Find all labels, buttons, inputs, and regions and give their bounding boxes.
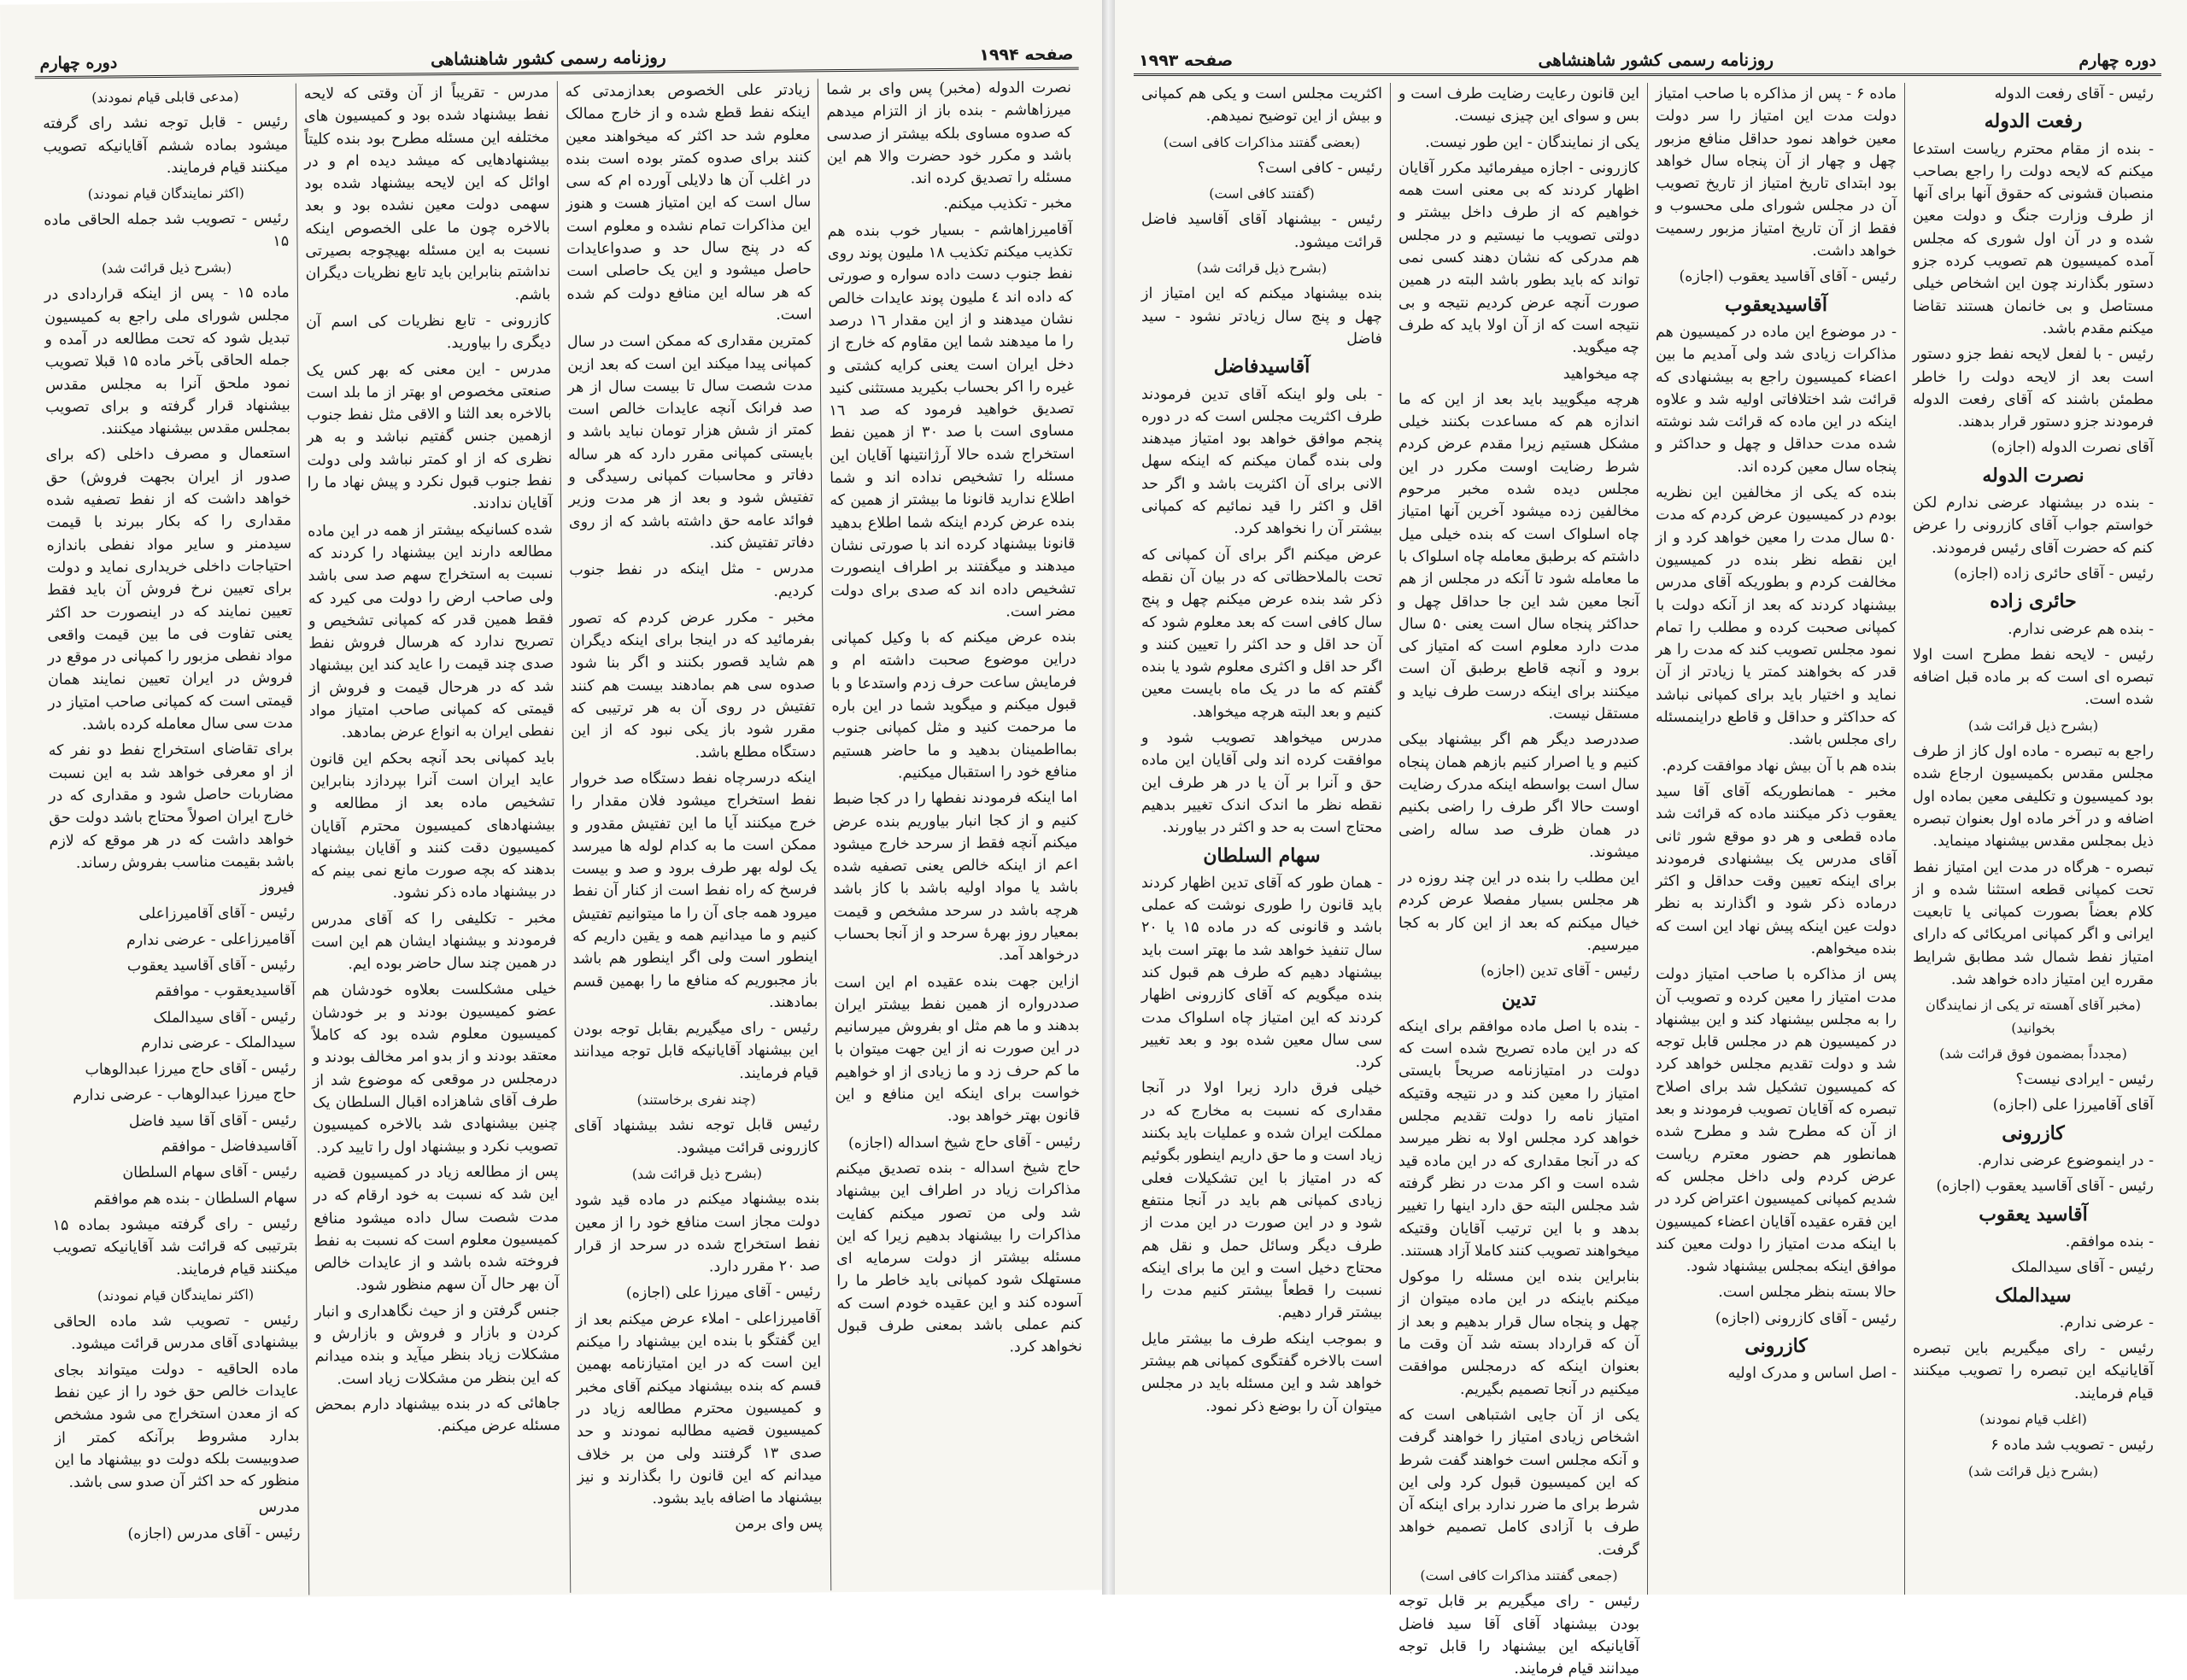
paragraph: شده کسانیکه بیشتر از همه در این ماده مطالعه دارند این بیشنهاد را کردند که نسبت به استخراج سهم صد سی باشد ولی صاحب ارض را دولت می کیرد که فقط همین قدر که کمپانی تشخیص و تصریح ندارد که هرسال فروش نفط صدی چند قیمت را عاید کند این بیشنهاد شد که در هرحال قیمت و فروش از قیمتی که کمپانی صاحب امتیاز مواد نفطی ایران به انواع عرض بمادهد.	[308, 520, 555, 742]
paragraph: بنده هم با آن بیش نهاد موافقت کردم.	[1662, 757, 1897, 775]
paragraph: ماده الحاقیه - دولت میتواند بجای عایدات خالص حق خود را از عین نفط که از معدن استخراج می شود مشخص بدارد مشروط برآنکه کمتر از صدوبیست بلکه دولت دو بیشنهاد ما این منظور که حد اکثر آن صدو سی باشد.	[53, 1360, 300, 1492]
paragraph: رئیس - آقای مدرس (اجازه)	[127, 1524, 301, 1543]
paragraph: - همان طور که آقای تدین اظهار کردند باید قانون را طوری نوشت که عملی باشد و قانونی که در ماده ۱۵ یا ۲۰ سال تنفیذ خواهد شد ما بهتر است باید بیشنهاد دهیم که طرف هم قبول کند بنده میگویم که آقای کازرونی اظهار کردند که این امتیاز چاه اسلواک مدت سی سال معین شده بود و بعد تغییر کرد.	[1141, 874, 1382, 1072]
paragraph: - بنده موافقم.	[2065, 1232, 2154, 1250]
paragraph: کازرونی - تابع نظریات کی اسم آن دیگری را بیاورید.	[305, 311, 552, 353]
left-page-number: صفحه ۱۹۹۴	[979, 44, 1074, 65]
paragraph: حاج شیخ اسداله - بنده تصدیق میکنم مذاکرات زیاد در اطراف این بیشنهاد شد ولی من تصور میکنم کفایت مذاکرات را بیشنهاد بدهیم زیرا که این مسئله بیشتر از دولت سرمایه ای مستهلک شود کمپانی باید خاطر ما را آسوده کند و این عقیده خودم است که کنم عملی باشد بمعنی طرف قبول نخواهد کرد.	[836, 1158, 1082, 1356]
stage-direction: (مدعی قابلی قیام نمودند)	[91, 88, 239, 106]
paragraph: این مطلب را بنده در این چند روزه در هر مجلس بسیار مفصلا عرض کردم خیال میکنم که بعد از این کار به کجا میرسیم.	[1398, 869, 1639, 954]
right-page-number: صفحه ۱۹۹۳	[1139, 51, 1234, 70]
paragraph: مخبر - تکذیب میکنم.	[943, 195, 1073, 214]
paragraph: اما اینکه فرمودند نفطها را در کجا ضبط کنیم و از کجا انبار بیاوریم بنده عرض میکنم آنچه فقط از سرحد خارج میشود اعم از اینکه خالص یعنی تصفیه شده باشد یا مواد اولیه باشد با کاز باشد هرچه باشد در سرحد مشخص و قیمت بمعیار روز بهرهٔ سرحد و از آنجا بحساب درخواهد آمد.	[832, 788, 1079, 964]
stage-direction: (بشرح ذیل قرائت شد)	[1196, 260, 1328, 277]
paragraph: - بنده هم عرضی ندارم.	[2008, 620, 2154, 638]
paragraph: رئیس - رای میگیریم بر قابل توجه بودن بیشنهاد آقای آقا سید فاضل آقایانیکه این بیشنهاد را قابل توجه میدانند قیام فرمایند.	[1398, 1593, 1639, 1678]
paragraph: آقای نصرت الدوله (اجازه)	[1991, 439, 2154, 457]
paragraph: چه میخواهید	[1563, 365, 1639, 383]
speaker-heading: تدین	[1501, 987, 1537, 1010]
text-column	[1390, 83, 1647, 1678]
paragraph: رئیس - آقای حاج میرزا عبدالوهاب	[85, 1059, 296, 1079]
right-page-session: دوره چهارم	[2079, 51, 2156, 70]
paragraph: یکی از نمایندگان - این طور نیست.	[1425, 133, 1639, 151]
paragraph: رئیس - کافی است؟	[1257, 159, 1382, 177]
paragraph: کازرونی - اجازه میفرمائید مکرر آقایان اظهار کردند که بی معنی است همه خواهیم که از طرف داخل بیشتر و دولتی تصویب ما نیستیم و در مجلس هم مدرکی که نشان دهند کسی نمی تواند که باید بطور باشد البته در همین صورت آنچه عرض کردیم نتیجه و بی نتیجه است که از آن اولا باید که طرف چه میگوید.	[1398, 159, 1639, 357]
text-column	[556, 79, 830, 1593]
left-page-title: روزنامه رسمی کشور شاهنشاهی	[430, 46, 666, 70]
paragraph: رئیس - بیشنهاد آقای آقاسید فاضل قرائت میشود.	[1141, 211, 1382, 251]
paragraph: رئیس - ایرادی نیست؟	[2015, 1071, 2154, 1089]
paragraph: بنده بیشنهاد میکنم که این امتیاز از چهل و پنج سال زیادتر نشود - سید فاضل	[1141, 285, 1382, 348]
stage-direction: (بعضی گفتند مذاکرات کافی است)	[1163, 133, 1361, 150]
right-page-header	[1134, 17, 2161, 76]
speaker-heading: نصرت الدوله	[1982, 464, 2084, 487]
stage-direction: (مجدداً بمضمون فوق قرائت شد)	[1939, 1045, 2127, 1062]
paragraph: رئیس - تصویب شد جمله الحاقی ماده ۱۵	[44, 210, 290, 250]
paragraph: آقاسیدفاضل - موافقم	[161, 1137, 297, 1156]
left-page-header	[34, 11, 1079, 79]
paragraph: - عرضی ندارم.	[2059, 1314, 2154, 1332]
right-page-title: روزنامه رسمی کشور شاهنشاهی	[1538, 50, 1774, 70]
paragraph: مدرس - این معنی که بهر کس یک صنعتی مخصوص او بهتر از ما بلد است بالاخره بعد الثنا و الاقی مثل نفط جنوب ازهمین جنس گفتیم نباشد و به هر نظری که از او کمتر نباشد ولی دولت نفط جنوب قبول نکرد و پیش نهاد ما را آقایان ندادند.	[306, 360, 553, 513]
paragraph: - بنده از مقام محترم ریاست استدعا میکنم که لایحه دولت را راجع بصاحب منصبان قشونی که حقوق آنها برای آنها از طرف وزارت جنگ و دولت معین شده و در آن اول شوری که مجلس آمده کمیسیون هم تصویب کرده جزو دستور بگذارند چون این اشخاص خیلی مستاصل و بی خانمان هستند تقاضا میکنم مقدم باشد.	[1913, 140, 2154, 337]
paragraph: رئیس - آقای حائری زاده (اجازه)	[1954, 565, 2154, 582]
right-page	[1115, 0, 2187, 1678]
paragraph: حالا بسته بنظر مجلس است.	[1718, 1284, 1897, 1302]
paragraph: مدرس - مثل اینکه در نفط جنوب کردیم.	[569, 559, 815, 600]
paragraph: صددرصد دیگر هم اگر بیشنهاد بیکی کنیم و یا اصرار کنیم بازهم همان پنجاه سال است بواسطه اینکه مدرک رضایت اوست حالا اگر طرف را راضی بکنیم در همان ظرف صد ساله راضی میشوند.	[1398, 731, 1639, 861]
paragraph: ماده ۶ - پس از مذاکره با صاحب امتیاز دولت مدت این امتیاز را سر دولت معین خواهد نمود حداقل منافع مزبور چهل و چهار از آن پنجاه سال خواهد بود ابتدای تاریخ امتیاز از تاریخ تصویب آن در مجلس شورای ملی محسوب و فقط از آن تاریخ امتیاز مزبور رسمیت خواهد داشت.	[1656, 85, 1897, 260]
paragraph: یکی از آن جایی اشتباهی است که اشخاص زیادی امتیاز را خواهند گرفت و آنکه مجلس است خواهند گفت شرط که این کمیسیون قبول کرد ولی این شرط برای ما ضرر ندارد برای اینکه آن طرف با آزادی کامل تصمیم خواهد گرفت.	[1398, 1406, 1639, 1559]
paragraph: رئیس - آقای آقامیرزاعلی	[138, 904, 296, 923]
paragraph: پس وای برمن	[735, 1514, 823, 1533]
paragraph: استعمال و مصرف داخلی (که برای صدور از ایران بجهت فروش) حق خواهد داشت که از نفط تصفیه شده مقداری را که بکار ببرند با قیمت سیدمنر و سایر مواد نفطی باندازه احتیاجات داخلی خریداری نماید و دولت برای تعیین نرخ فروش آن باید فقط تعیین نمایند که در اینصورت حد اکثر یعنی تفاوت فی ما بین قیمت واقعی مواد نفطی مزبور را کمپانی در موقع در فروش در ایران تعیین نمایند همان قیمتی است که کمپانی صاحب امتیاز در مدت سی سال معامله کرده باشد.	[45, 445, 294, 734]
paragraph: عرض میکنم اگر برای آن کمپانی که تحت بالملاحظاتی که در بیان آن نقطه ذکر شد بنده عرض میکنم چهل و پنج سال کافی است که بعد معلوم شود که آن حد اقل و حد اکثر را تعیین کنند و اگر حد اقل و اکثری معلوم شود یا بنده گفتم که ما در یک ماه بایست معین کنیم و بعد البته هرچه میخواهد.	[1141, 546, 1382, 721]
paragraph: پس از مطالعه زیاد در کمیسیون قضیه این شد که نسبت به خود ارقام که در مدت شصت سال داده میشود منافع کمیسیون معلوم است که نسبت به نفط فروخته شده باشد و از عایدات خالص آن بهر حال آن سهم منظور شود.	[313, 1162, 560, 1295]
speaker-heading: آقاسیدیعقوب	[1725, 293, 1827, 316]
paragraph: رئیس - آقای سیدالملک	[2011, 1259, 2154, 1277]
stage-direction: (اغلب قیام نمودند)	[1979, 1411, 2087, 1428]
paragraph: آقامیرزاهاشم - بسیار خوب بنده هم تکذیب میکنم تکذیب ۱۸ ملیون پوند روی نفط جنوب دست داده سواره و صورتی که داده اند ٤ ملیون پوند عایدات خالص نشان میدهند و از این مقدار ۱٦ درصد را ما میدهند شما این مقاوم که خارج از دخل ایران است یعنی کرایه کشتی و غیره را اکر بحساب بکیرید مستثنی کنید تصدیق خواهید فرمود که صد ۱٦ مساوی است با صد ۳۰ از همین نفط استخراج شده حالا آرژانتینها آقایان این مسئله را تشخیص نداده اند و شما اطلاع ندارید قانونا ما بیشتر از همین که بنده عرض کردم اینکه شما اطلاع بدهید قانونا بیشنهاد کرده اند با صورتی نشان میدهند و میگفتند بر اطراف اینصورت تشخیص داده اند که صدی برای دولت مضر است.	[827, 220, 1076, 621]
paragraph: رئیس - آقای رفعت الدوله	[1994, 85, 2154, 102]
speaker-heading: حائری زاده	[1990, 590, 2077, 613]
paragraph: نصرت الدوله (مخبر) پس وای بر شما میرزاهاشم - بنده باز از التزام میدهم که صدوه مساوی بلکه بیشتر از صدسی باشد و مکرر خود حضرت والا هم این مسئله را تصدیق کرده اند.	[826, 79, 1072, 188]
paragraph: تبصره - هرگاه در مدت این امتیاز نفط تحت کمپانی قطعه استثنا شده و از کلام بعضاً بصورت کمپانی یا تابعیت ایرانی و اگر کمپانی امریکائی که دارای امتیاز نفط شمال شد مطابق شرایط مقرره این امتیاز داده خواهد شد.	[1913, 858, 2154, 988]
paragraph: برای تقاضای استخراج نفط دو نفر که از او معرفی خواهد شد به این نسبت مضاربات حاصل شود و مقداری که در خارج ایران اصولاً محتاج باشد دولت حق خواهد داشت که در هر موقع که لازم باشد بقیمت مناسب بفروش رساند.	[48, 740, 295, 872]
paragraph: - در اینموضوع عرضی ندارم.	[1977, 1152, 2154, 1170]
paragraph: رئیس - آقای آقاسید یعقوب (اجازه)	[1679, 268, 1897, 286]
text-column	[1904, 83, 2161, 1595]
paragraph: و بموجب اینکه طرف ما بیشتر مایل است بالاخره گفتگوی کمپانی هم بیشتر خواهد شد و این مسئله باید در مجلس میتوان آن را بوضع ذکر نمود.	[1141, 1330, 1382, 1415]
paragraph: مدرس - تقریباً از آن وقتی که لایحه نفط بیشنهاد شده بود و کمیسیون های مختلفه این مسئله مطرح بود بنده کلیتاً بیشنهادهایی که میشد دیده ام و در اوائل که این لایحه بیشنهاد شده بود سهمی دولت معین نشده بود و بعد بالاخره چون ما علی الخصوص اینکه نسبت به این مسئله بهیچوجه بصیرتی نداشتم بنابراین باید تابع نظریات دیگران باشم.	[303, 84, 551, 304]
left-page-columns	[35, 77, 1092, 1598]
paragraph: سهام السلطان - بنده هم موافقم	[93, 1189, 298, 1209]
paragraph: بنده بیشنهاد میکنم در ماده قید شود دولت مجاز است منافع خود را از معین نفط استخراج شده در سرحد از قرار صد ۲۰ مقرر دارد.	[574, 1190, 821, 1276]
paragraph: مخبر - تکلیفی را که آقای مدرس فرمودند و بیشنهاد ایشان هم این است در همین چند سال حاضر بوده ایم.	[311, 909, 557, 974]
paragraph: خیلی فرق دارد زیرا اولا در آنجا مقداری که نسبت به مخارج که در مملکت ایران شده و عملیات باید بکنند زیاد است و ما حق داریم اینطور بگوئیم که در امتیاز با این تشکیلات فعلی زیادی کمپانی هم باید در آنجا منتفع شود و در این صورت در این مدت از طرف دیگر وسائل حمل و نقل هم محتاج دخیل است و این ما برای اینکه نسبت را قطعاً بیشتر کنیم مدت را بیشتر قرار دهیم.	[1141, 1080, 1382, 1322]
stage-direction: (جمعی گفتند مذاکرات کافی است)	[1420, 1567, 1618, 1583]
stage-direction: (بشرح ذیل قرائت شد)	[101, 259, 232, 277]
stage-direction: (بشرح ذیل قرائت شد)	[631, 1164, 763, 1183]
paragraph: بنابراین بنده این مسئله را موکول میکنم باینکه در این ماده میتوان از چهل و پنجاه سال قرار بدهیم و بعد از آن که قرارداد بسته شد آن وقت ما بعنوان اینکه که درمجلس موافقت میکنیم در آنجا تصمیم بگیریم.	[1398, 1268, 1639, 1398]
paragraph: رئیس - آقای حاج شیخ اسداله (اجازه)	[847, 1133, 1081, 1152]
paragraph: آقامیرزاعلی - عرضی ندارم	[126, 930, 296, 950]
paragraph: سیدالملک - عرضی ندارم	[141, 1033, 296, 1053]
paragraph: - بلی ولو اینکه آقای تدین فرمودند طرف اکثریت مجلس است که در دوره پنجم موافق خواهد بود امتیاز میدهند ولی بنده گمان میکنم که اینکه سهل الانی برای آن اکثریت باشد و اگر حد اقل و اکثر را قید نمائیم که کمپانی بیشتر آن را نخواهد کرد.	[1141, 385, 1382, 538]
speaker-heading: آقاسید یعقوب	[1979, 1203, 2088, 1226]
speaker-heading: آقاسیدفاضل	[1213, 355, 1310, 378]
paragraph: رئیس - با لفعل لایحه نفط جزو دستور است بعد از لایحه دولت را خاطر مطمئن باشند که آقای رفعت الدوله فرمودند جزو دستور قرار بدهند.	[1913, 346, 2154, 431]
text-column	[818, 77, 1092, 1591]
paragraph: باید کمپانی بحد آنچه بحکم این قانون عاید ایران است آنرا بپردازد بنابراین تشخیص ماده بعد از مطالعه و بیشنهادهای کمیسیون محترم آقایان کمیسیون دقت کنند و آقایان بیشنهاد بدهند که بچه صورت مانع نمی بینم که در بیشنهاد ماده ذکر نشود.	[309, 748, 556, 903]
paragraph: آقای آقامیرزا علی (اجازه)	[1992, 1097, 2154, 1115]
paragraph: - بنده در بیشنهاد عرضی ندارم لکن خواستم جواب آقای کازرونی را عرض کنم که حضرت آقای رئیس فرمودند.	[1913, 495, 2154, 557]
speaker-heading: سهام السلطان	[1203, 844, 1321, 867]
stage-direction: (گفتند کافی است)	[1209, 185, 1315, 202]
paragraph: - اصل اساس و مدرک اولیه	[1727, 1365, 1897, 1383]
paragraph: رئیس - آقای میرزا علی (اجازه)	[625, 1283, 821, 1302]
paragraph: - در موضوع این ماده در کمیسیون هم مذاکرات زیادی شد ولی آمدیم ما بین اعضاء کمیسیون راجع به بیشنهادی که قرائت شد اختلافاتی اولیه شد و علاوه اینکه در این ماده که قرائت شد نوشته شده مدت حداقل و چهل و حداکثر و پنجاه سال معین کرده اند.	[1656, 323, 1897, 476]
speaker-heading: کازرونی	[1744, 1335, 1808, 1358]
paragraph: هرچه میگویید باید بعد از این که ما اندازه هم که مساعدت بکنند خیلی مشکل هستیم زیرا مقدم عرض کردم شرط رضایت اوست مکرر در این مجلس دیده شده مخبر مرحوم مخالفین زده میشود آخرین آنها امتیاز چاه اسلواک است که بنده خیلی میل داشتم که برطبق معامله چاه اسلواک با ما معامله شود تا آنکه در مجلس از هم آنجا معین شد این جا حداقل چهل و حداکثر پنجاه سال است یعنی ۵۰ سال مدت دارد معلوم است که امتیاز کی برود و آنچه قاطع برطبق آن است میکنند برای اینکه درست طرف نیاید و مستقل نیست.	[1398, 390, 1639, 723]
book-gutter	[1102, 0, 1115, 1595]
stage-direction: (بشرح ذیل قرائت شد)	[1967, 1462, 2099, 1479]
left-page	[0, 0, 1116, 1600]
paragraph: پس از مذاکره با صاحب امتیاز دولت مدت امتیاز را معین کرده و تصویب آن را به مجلس بیشنهاد کند و این بیشنهاد در کمیسیون هم در مجلس قابل توجه شد و دولت تقدیم مجلس خواهد کرد که کمیسیون تشکیل شد برای اصلاح تبصره که آقایان تصویب فرمودند و بعد از آن که مطرح شد و مطرح شده همانطور هم حضور معترم ریاست عرض کردم ولی داخل مجلس که شدیم کمپانی کمیسیون اعتراض کرد در این فقره عقیده آقایان اعضاء کمیسیون با اینکه مدت امتیاز را دولت معین کند موافق اینکه بمجلس بیشنهاد شود.	[1655, 966, 1897, 1276]
paragraph: رئیس - قابل توجه نشد رای گرفته میشود بماده ششم آقایانیکه تصویب میکنند قیام فرمایند.	[43, 113, 289, 177]
speaker-heading: رفعت الدوله	[1984, 110, 2083, 133]
text-column	[1134, 83, 1390, 1595]
text-column	[296, 81, 570, 1595]
paragraph: رئیس - آقای آقاسید یعقوب	[126, 956, 296, 975]
stage-direction: (چند نفری برخاستند)	[636, 1091, 756, 1109]
paragraph: رئیس - آقای سیدالملک	[153, 1008, 296, 1027]
paragraph: مخبر - مکرر عرض کردم که تصور بفرمائید که در اینجا برای اینکه دیگران هم شاید قصور بکنند و اگر بنا شود صدوه سی هم بمادهند بیست هم کنند تفتیش در روی آن به هر ترتیبی که مقرر شود باز یکی نبود که از این دستگاه مطلع باشد.	[569, 608, 817, 762]
left-page-session: دوره چهارم	[39, 53, 118, 73]
paragraph: آقامیرزاعلی - املاء عرض میکنم بعد از این گفتگو با بنده این بیشنهاد را میکنم این است که در این امتیازنامه بهمین قسم که بنده بیشنهاد میکنم آقای مخبر و کمیسیون محترم مطالعه زیاد در کمیسیون قضیه مطالبه نمودند و حد صدی ۱۳ گرفتند ولی من بر خلاف میدانم که این قانون را بگذارند و نیز بیشنهاد ما اضافه باید بشود.	[575, 1309, 823, 1508]
paragraph: مدرس میخواهد تصویب شود و موافقت کرده اند ولی آقایان این ماده حق و آنرا بر آن یا در هر طرف این نقطه نظر ما اندک اندک تغییر بدهیم محتاج است به حد و اکثر در بیاورند.	[1141, 729, 1382, 837]
paragraph: کمترین مقداری که ممکن است در سال کمپانی پیدا میکند این است که بعد ازین مدت شصت سال تا بیست سال از هر صد فرانک آنچه عایدات خالص است کمتر از شش هزار تومان نباید باشد و بایستی کمپانی مقرر دارد که هر ساله دفاتر و محاسبات کمپانی رسیدگی و تفتیش شود و بعد از هر مدت وزیر فوائد عامه حق داشته باشد که از روی دفاتر تفتیش کند.	[566, 331, 814, 553]
paragraph: رئیس - رای گرفته میشود بماده ۱۵ بترتیبی که قرائت شد آقایانیکه تصویب میکنند قیام فرمایند.	[52, 1215, 298, 1279]
stage-direction: (اکثر نمایندگان قیام نمودند)	[97, 1285, 255, 1304]
stage-direction: (بشرح ذیل قرائت شد)	[1967, 717, 2099, 734]
paragraph: رئیس - آقای سهام السلطان	[122, 1163, 297, 1182]
speaker-heading: سیدالملک	[1995, 1284, 2072, 1307]
paragraph: مخبر - همانطوریکه آقای آقا سید یعقوب ذکر میکنند ماده که قرائت شد ماده قطعی و هر دو موقع شور ثانی آقای مدرس یک بیشنهادی فرمودند برای اینکه تعیین وقت حداقل و اکثر درماده ذکر شود و اگذارند به نظر دولت عین اینکه پیش نهاد این است که بنده میخواهم.	[1656, 782, 1897, 957]
paragraph: رئیس قابل توجه نشد بیشنهاد آقای کازرونی قرائت میشود.	[573, 1115, 820, 1157]
paragraph: راجع به تبصره - ماده اول کاز از طرف مجلس مقدس بکمیسیون ارجاع شده بود کمیسیون و تکلیفی معین بماده اول اضافه و در آخر ماده اول بعنوان تبصره ذیل بمجلس مقدس بیشنهاد مینماید.	[1913, 743, 2154, 851]
paragraph: این قانون رعایت رضایت طرف است و بس و سوای این چیزی نیست.	[1398, 85, 1639, 126]
stage-direction: (اکثر نمایندگان قیام نمودند)	[87, 184, 244, 202]
paragraph: جنس گرفتن و از حیث نگاهداری و انبار کردن و بازار و فروش و بازارش و مشکلات زیاد بنظر میآید و بنده میدانم که این بنظر من مشکلات زیاد است.	[314, 1301, 560, 1388]
paragraph: فیروز	[260, 878, 295, 897]
paragraph: حاج میرزا عبدالوهاب - عرضی ندارم	[73, 1086, 297, 1105]
paragraph: اینکه درسرچاه نفط دستگاه صد خروار نفط استخراج میشود فلان مقدار را خرج میکنند آیا ما این تفتیش مقدور و ممکن است ما به کدام لوله ها میرسد یک لوله بهر طرف برود و صد و بیست فرسخ که راه نفط است از کنار آن نفط میرود همه جای آن را ما میتوانیم تفتیش کنیم و ما میدانیم همه و یقین داریم که اینطور است ولی اگر اینطور هم باشد باز مجبوریم که منافع ما را بهمین قسم بمادهند.	[571, 769, 818, 1011]
paragraph: رئیس - آقای تدین (اجازه)	[1480, 963, 1639, 980]
paragraph: رئیس - لایحه نفط مطرح است اولا تبصره ای است که بر ماده قبل اضافه شده است.	[1913, 646, 2154, 709]
text-column	[1647, 83, 1904, 1595]
paragraph: رئیس - تصویب شد ماده ۶	[1991, 1437, 2154, 1455]
paragraph: رئیس - رای میگیریم بقابل توجه بودن این بیشنهاد آقایانیکه قابل توجه میدانند قیام فرمایند.	[572, 1019, 819, 1082]
speaker-heading: کازرونی	[2002, 1121, 2065, 1144]
paragraph: جاهائی که در بنده بیشنهاد دارم بمحض مسئله عرض میکنم.	[315, 1394, 561, 1436]
paragraph: ازاین جهت بنده عقیده ام این است صددرواره از همین نفط بیشتر ایران بدهند و ما هم مثل او بفروش میرسانیم در این صورت نه از این جهت میتوان با ما کم حرف زد و ما زیادی از او خواهیم خواست برای اینکه این منافع و این قانون بهتر خواهد بود.	[834, 972, 1081, 1126]
text-column	[35, 84, 308, 1598]
paragraph: رئیس - رای میگیریم باین تبصره آقایانیکه این تبصره را تصویب میکنند قیام فرمایند.	[1913, 1340, 2154, 1402]
paragraph: آقاسیدیعقوب - موافقم	[155, 981, 296, 1001]
paragraph: رئیس - تصویب شد ماده الحاقی بیشنهادی آقای مدرس قرائت میشود.	[53, 1311, 299, 1354]
right-page-columns	[1134, 83, 2161, 1678]
paragraph: بنده عرض میکنم که با وکیل کمپانی دراین موضوع صحبت داشته ام و فرمایش ساعت حرف زدم واستدعا و با قبول میکنم و میگوید شما در این باره ما مرحمت کنید و مثل کمپانی جنوب بمااطمینان بدهید و ما حاضر هستیم منافع خود را استقبال میکنیم.	[830, 628, 1077, 782]
paragraph: خیلی مشکلست بعلاوه خودشان هم عضو کمیسیون بودند و بر خودشان کمیسیون معلوم شده بود که کاملاً معتقد بودند و از بدو امر مخالف بودند و درمجلس در موقعی که موضوع شد از طرف آقای شاهزاده اقبال السلطان یک چنین بیشنهادی شد بالاخره کمیسیون تصویب نکرد و بیشنهاد اول را تایید کرد.	[311, 980, 559, 1157]
paragraph: ماده ۱۵ - پس از اینکه قراردادی در مجلس شورای ملی راجع به کمیسیون تبدیل شود که تحت مطالعه در آمده و جمله الحاقی بآخر ماده ۱۵ قبلا تصویب نمود ملحق آنرا به مجلس مقدس بیشنهاد قرار گرفته و برای تصویب بمجلس مقدس بیشنهاد میکنند.	[44, 284, 291, 438]
paragraph: رئیس - آقای کازرونی (اجازه)	[1715, 1309, 1897, 1327]
paragraph: بنده که یکی از مخالفین این نظریه بودم در کمیسیون عرض کردم که مدت ۵۰ سال مدت را معین خواهد کرد و از این نقطه نظر بنده در کمیسیون مخالفت کردم و بطوریکه آقای مدرس بیشنهاد کردند که بعد از آنکه دولت با کمپانی صحبت کرده و مطلب را تمام نمود مجلس تصویب کند که مدت را هر قدر که بخواهند کمتر یا زیادتر از آن نماید و اختیار باید برای کمپانی نباشد که حداکثر و حداقل و قاطع دراینمسئله رای مجلس باشد.	[1656, 484, 1897, 749]
paragraph: اکثریت مجلس است و یکی هم کمپانی و بیش از این توضیح نمیدهم.	[1141, 85, 1382, 126]
stage-direction: (مخبر آقای آهسته تر یکی از نمایندگان بخوانید)	[1926, 997, 2141, 1036]
paragraph: زیادتر علی الخصوص بعدازمدتی که اینکه نفط قطع شده و از خارج ممالک معلوم شد حد اکثر که میخواهند معین کنند برای صدوه کمتر بوده است بنده در اغلب آن ها دلایلی آورده ام که سی سال است که این امتیاز هست و هنوز این مذاکرات تمام نشده و معلوم است که در پنج سال حد و صدواعایدات حاصل میشود و این یک حاصلی است که هر ساله این منافع دولت کم شده است.	[565, 81, 812, 324]
paragraph: رئیس - آقای آقاسید یعقوب (اجازه)	[1936, 1178, 2154, 1196]
paragraph: رئیس - آقای آقا سید فاضل	[128, 1111, 297, 1131]
paragraph: مدرس	[258, 1498, 301, 1516]
paragraph: - بنده با اصل ماده موافقم برای اینکه که در این ماده تصریح شده است که دولت در امتیازنامه صریحاً بایستی امتیاز را معین کند و در نتیجه وقتیکه امتیاز نامه را دولت تقدیم مجلس خواهد کرد مجلس اولا به نظر میرسد که در آنجا مقداری که در این ماده قید شده است و اکر مدت در نظر گرفته شد مجلس البته حق دارد اینها را تغییر بدهد و با این ترتیب آقایان وقتیکه میخواهند تصویب کنند کاملا آزاد هستند.	[1398, 1017, 1639, 1260]
